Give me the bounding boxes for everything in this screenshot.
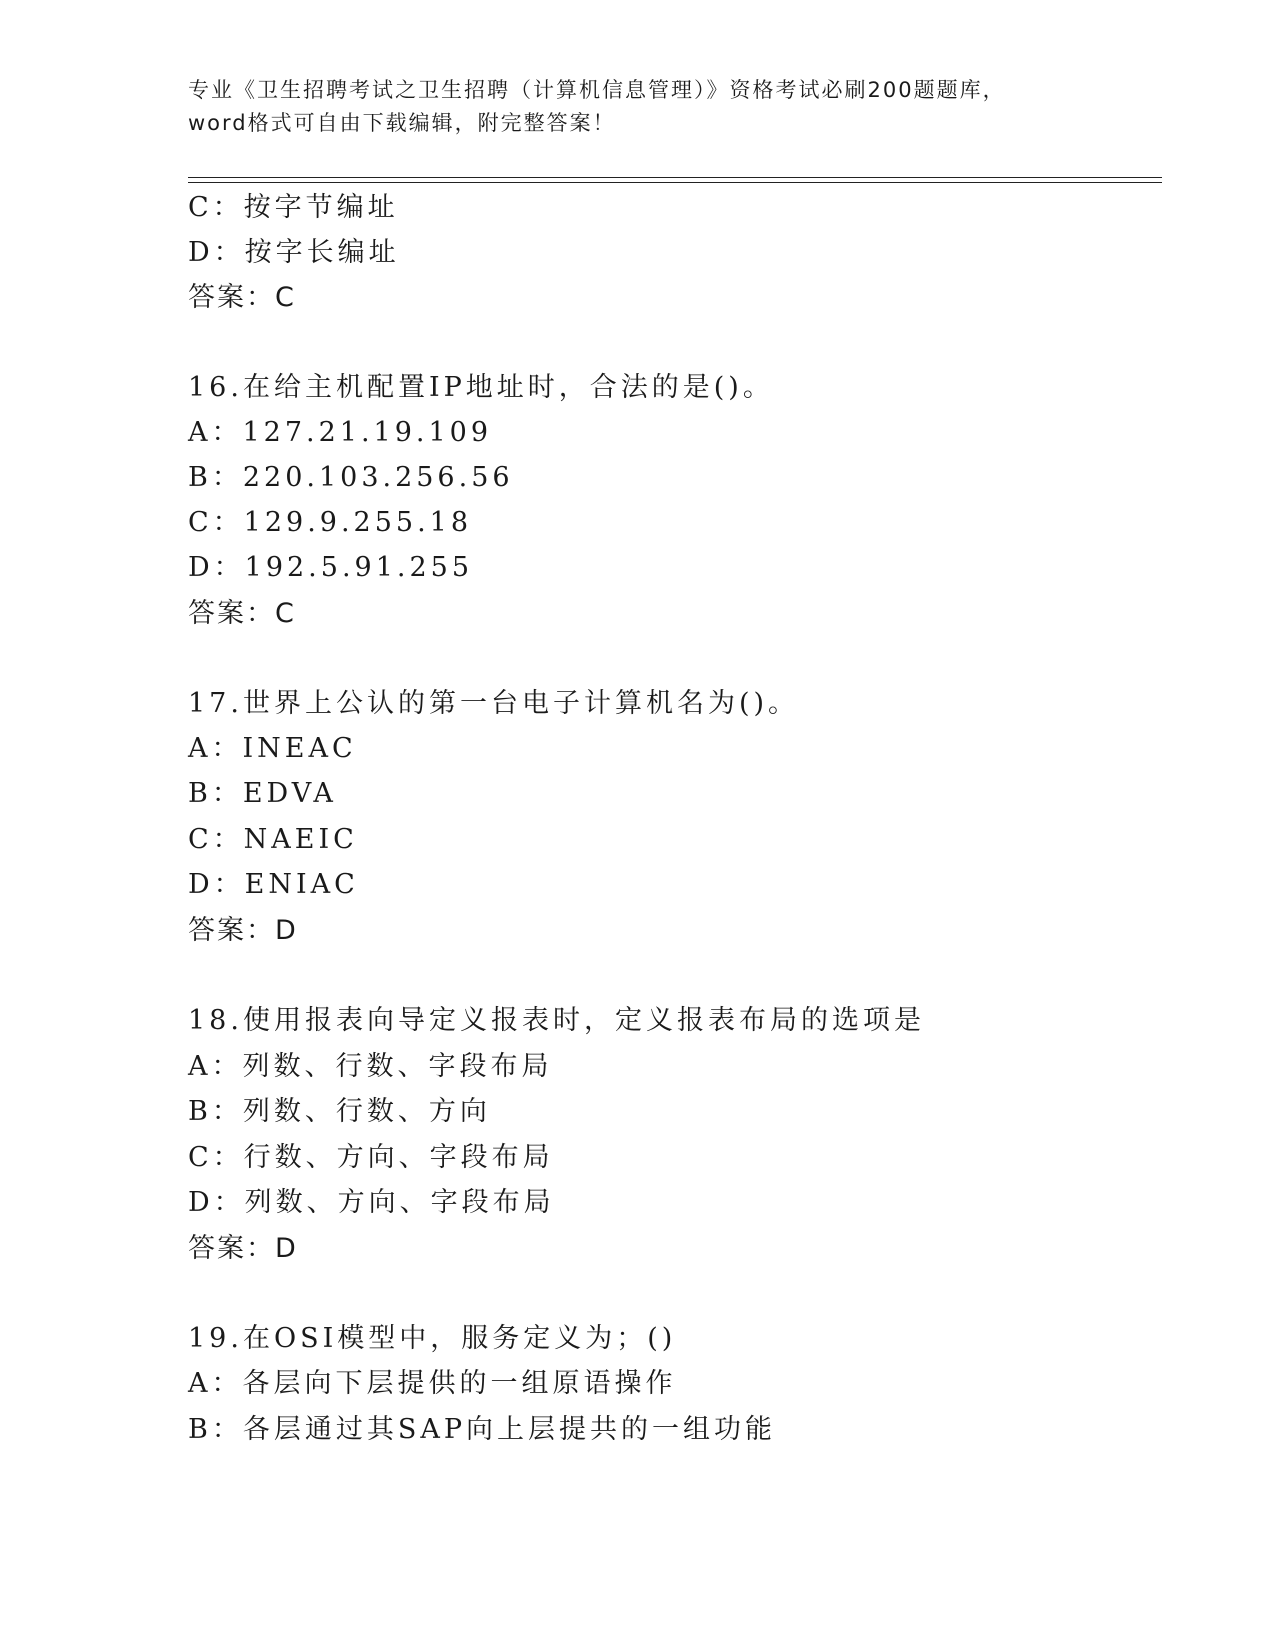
answer: 答案：D: [188, 915, 298, 946]
option-b: B：列数、行数、方向: [188, 1096, 491, 1127]
answer: 答案：C: [188, 598, 296, 629]
option-c: C：行数、方向、字段布局: [188, 1142, 554, 1173]
option-c: C：NAEIC: [188, 824, 358, 855]
option-a: A：列数、行数、字段布局: [188, 1051, 553, 1082]
option-c: C：129.9.255.18: [188, 507, 473, 538]
option-b: B：各层通过其SAP向上层提共的一组功能: [188, 1414, 777, 1445]
option-d: D：192.5.91.255: [188, 552, 473, 583]
option-d: D：列数、方向、字段布局: [188, 1187, 555, 1218]
option-d: D：ENIAC: [188, 869, 359, 900]
question-stem: 19.在OSI模型中，服务定义为；(): [188, 1323, 677, 1354]
header-divider-top: [188, 177, 1162, 178]
question-stem: 18.使用报表向导定义报表时，定义报表布局的选项是: [188, 1005, 925, 1036]
answer: 答案：C: [188, 282, 296, 313]
option-a: A：INEAC: [188, 733, 357, 764]
option-d: D：按字长编址: [188, 237, 400, 268]
header-title-line-1: 专业《卫生招聘考试之卫生招聘（计算机信息管理）》资格考试必刷200题题库，: [188, 78, 1006, 102]
question-stem: 16.在给主机配置IP地址时，合法的是()。: [188, 372, 774, 403]
document-header: [188, 74, 1108, 140]
option-a: A：各层向下层提供的一组原语操作: [188, 1368, 677, 1399]
header-title-line-2: word格式可自由下载编辑，附完整答案！: [188, 111, 616, 135]
question-stem: 17.世界上公认的第一台电子计算机名为()。: [188, 688, 800, 719]
option-c: C：按字节编址: [188, 192, 399, 223]
option-b: B：EDVA: [188, 778, 337, 809]
option-b: B：220.103.256.56: [188, 462, 514, 493]
header-divider-bottom: [188, 182, 1162, 183]
answer: 答案：D: [188, 1233, 298, 1264]
option-a: A：127.21.19.109: [188, 417, 493, 448]
